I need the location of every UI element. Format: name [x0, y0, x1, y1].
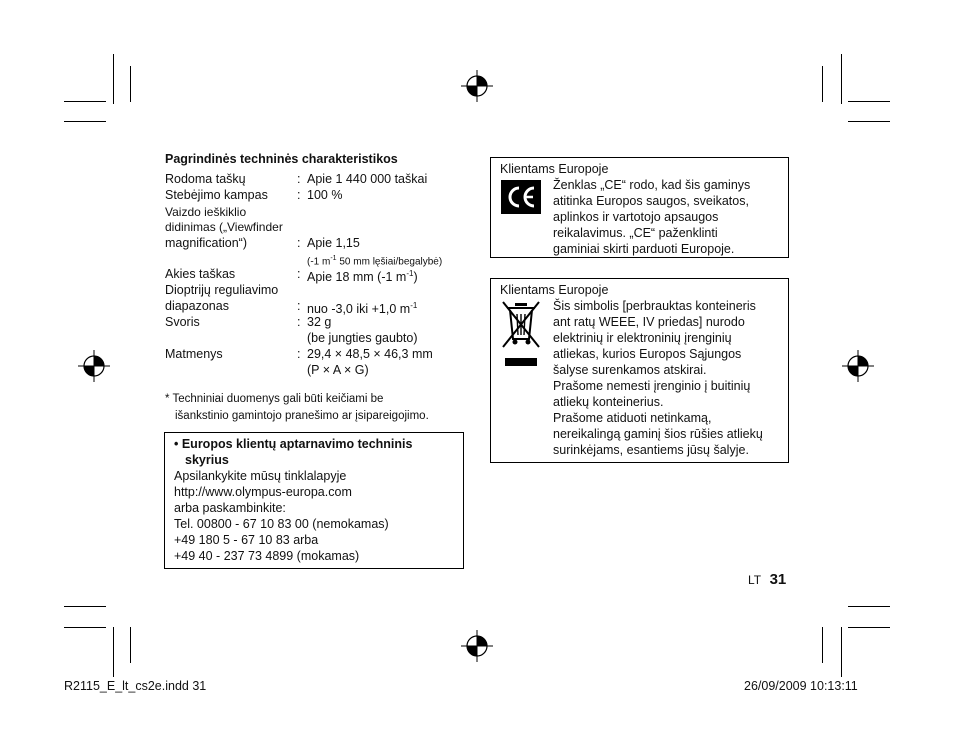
- weee-notice-box: [490, 278, 789, 463]
- spec-value: (be jungties gaubto): [307, 331, 418, 345]
- registration-mark-icon: [78, 350, 110, 382]
- language-code: LT: [748, 573, 762, 587]
- spec-note: (-1 $m^{-1}$ 50 mm lęšiai/begalybė): [307, 255, 443, 268]
- footer-file-name: R2115_E_lt_cs2e.indd 31: [64, 679, 207, 693]
- service-phone: Tel. 00800 - 67 10 83 00 (nemokamas): [174, 517, 389, 531]
- service-url: http://www.olympus-europa.com: [174, 485, 352, 499]
- spec-value: (P × A × G): [307, 363, 369, 377]
- service-line: Apsilankykite mūsų tinklalapyje: [174, 469, 347, 483]
- specifications-section: [165, 151, 465, 431]
- spec-label: Vaizdo ieškiklio: [165, 205, 247, 219]
- ce-notice-box: [490, 157, 789, 258]
- spec-value: Apie 1 440 000 taškai: [307, 172, 428, 186]
- spec-label: Svoris: [165, 315, 200, 329]
- spec-colon: :: [297, 267, 301, 281]
- spec-label: Stebėjimo kampas: [165, 188, 268, 202]
- service-phone: +49 180 5 - 67 10 83 arba: [174, 533, 319, 547]
- registration-mark-icon: [842, 350, 874, 382]
- spec-value: nuo -3,0 iki +1,0 $m^{-1}$: [307, 301, 418, 317]
- spec-value: 32 g: [307, 315, 332, 329]
- footnote: * Techniniai duomenys gali būti keičiami be išankstinio gamintojo pranešimo ar įsipareigojimo.: [165, 393, 429, 422]
- spec-colon: :: [297, 188, 301, 202]
- spec-label: diapazonas: [165, 299, 229, 313]
- spec-colon: :: [297, 236, 301, 250]
- footer-datetime: 26/09/2009 10:13:11: [744, 679, 858, 693]
- spec-label: didinimas („Viewfinder: [165, 220, 283, 234]
- spec-label: Dioptrijų reguliavimo: [165, 283, 279, 297]
- spec-colon: :: [297, 299, 301, 313]
- crossed-bin-icon: [501, 301, 541, 373]
- spec-label: Akies taškas: [165, 267, 236, 281]
- spec-value: Apie 1,15: [307, 236, 360, 250]
- ce-mark-icon: [501, 180, 541, 214]
- spec-value: 100 %: [307, 188, 343, 202]
- service-title: • Europos klientų aptarnavimo techninis: [174, 437, 413, 451]
- spec-colon: :: [297, 172, 301, 186]
- service-phone: +49 40 - 237 73 4899 (mokamas): [174, 549, 360, 563]
- registration-mark-icon: [461, 70, 493, 102]
- spec-colon: :: [297, 315, 301, 329]
- ce-box-title: Klientams Europoje: [500, 162, 609, 176]
- customer-service-box: [164, 432, 464, 569]
- spec-value: Apie 18 mm (-1 $m^{-1}$): [307, 269, 418, 285]
- page-number: [748, 571, 786, 589]
- weee-box-text: Šis simbolis [perbrauktas konteineris ant ratų WEEE, IV priedas] nurodo elektrinių ir elektroninių įrenginių atliekas, kurios Europos Sąjungos šalyse surenkamos atskirai. Prašome nemesti įrenginio į buitinių atliekų konteinerius. Prašome atiduoti netinkamą, nereikalingą gaminį šios rūšies atliekų surinkėjams, esantiems jūsų šalyje.: [553, 299, 763, 457]
- spec-label: magnification“): [165, 236, 247, 250]
- specs-heading: Pagrindinės techninės charakteristikos: [165, 152, 398, 166]
- page-number-value: 31: [769, 571, 787, 588]
- spec-label: Rodoma taškų: [165, 172, 246, 186]
- spec-colon: :: [297, 347, 301, 361]
- spec-value: 29,4 × 48,5 × 46,3 mm: [307, 347, 433, 361]
- registration-mark-icon: [461, 630, 493, 662]
- service-line: arba paskambinkite:: [174, 501, 286, 515]
- spec-label: Matmenys: [165, 347, 223, 361]
- weee-box-title: Klientams Europoje: [500, 283, 609, 297]
- service-title: skyrius: [185, 453, 229, 467]
- ce-box-text: Ženklas „CE“ rodo, kad šis gaminys atitinka Europos saugos, sveikatos, aplinkos ir vartotojo apsaugos reikalavimus. „CE“ paženklinti gaminiai skirti parduoti Europoje.: [553, 178, 751, 256]
